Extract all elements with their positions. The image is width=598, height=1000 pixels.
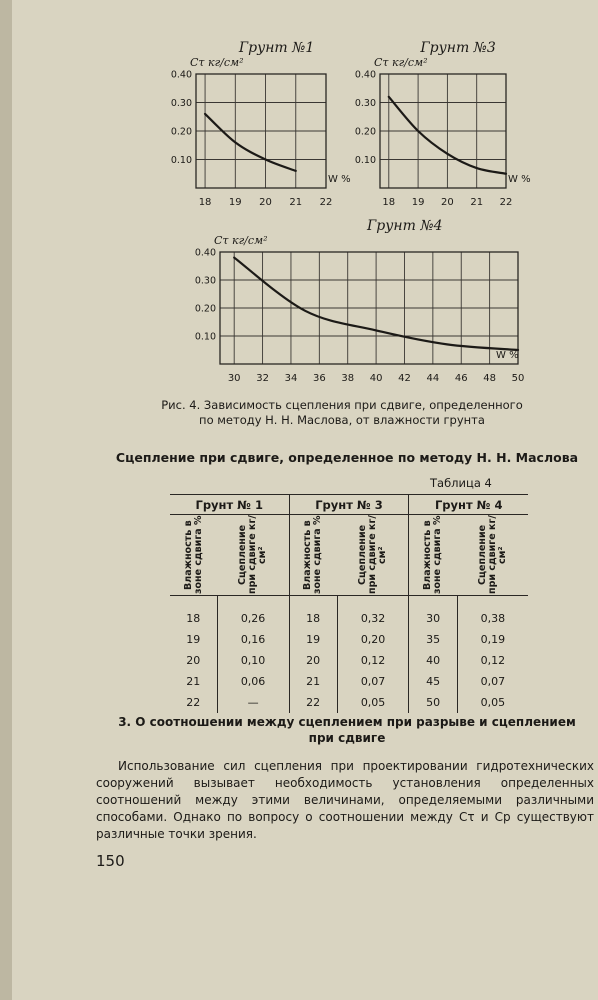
y-axis-label: Cτ кг/см² (374, 56, 428, 69)
chart-title: Грунт №3 (420, 40, 496, 56)
x-tick-label: 32 (256, 373, 269, 384)
x-tick-label: 36 (312, 373, 326, 384)
table-cell: 0,06 (217, 671, 289, 692)
x-axis-label: W % (328, 174, 351, 185)
chart-soil-3 (348, 40, 544, 212)
table-label: Таблица 4 (430, 476, 492, 490)
x-tick-label: 18 (382, 197, 396, 208)
chart-soil-1 (158, 40, 358, 212)
table-cell: 20 (186, 654, 201, 667)
table-cell: 18 (289, 596, 337, 630)
y-tick-label: 0.30 (170, 98, 192, 109)
table-cell: 45 (409, 671, 457, 692)
section-heading (112, 714, 582, 746)
y-tick-label: 0.10 (170, 155, 192, 166)
y-tick-label: 0.20 (170, 126, 192, 138)
table-row (170, 692, 528, 713)
table-cell: 0,26 (217, 596, 289, 630)
y-tick-label: 0.20 (194, 303, 216, 315)
table-cell: 20 (289, 650, 337, 671)
y-tick-label: 0.40 (354, 69, 376, 81)
table-cell: 0,19 (457, 629, 528, 650)
table-cell: 21 (289, 671, 337, 692)
y-tick-label: 0.40 (194, 247, 216, 259)
y-tick-label: 0.40 (170, 69, 192, 81)
table-cell: 35 (409, 629, 457, 650)
y-axis-label: Cτ кг/см² (190, 56, 244, 69)
table-cell: 22 (289, 692, 337, 713)
x-tick-label: 46 (454, 373, 468, 384)
y-tick-label: 0.20 (354, 126, 376, 138)
x-tick-label: 22 (319, 197, 333, 208)
x-tick-label: 19 (228, 197, 242, 208)
x-axis-label: W % (496, 350, 519, 361)
x-tick-label: 48 (483, 373, 496, 384)
table-cell: 0,05 (457, 692, 528, 713)
x-tick-label: 42 (398, 373, 411, 384)
table-row (170, 650, 528, 671)
chart-title: Грунт №4 (367, 218, 443, 234)
x-tick-label: 19 (411, 197, 425, 208)
table-cell: 50 (409, 692, 457, 713)
figure-caption (152, 398, 532, 428)
table-cell: 19 (186, 633, 201, 646)
x-tick-label: 21 (289, 197, 303, 208)
x-tick-label: 18 (198, 197, 212, 208)
column-header-moisture: Влажность в зоне сдвига % (170, 515, 217, 596)
table-row (170, 596, 528, 630)
table-cell: 40 (409, 650, 457, 671)
table-section-title: Сцепление при сдвиге, определенное по методу Н. Н. Маслова (115, 450, 579, 465)
x-tick-label: 20 (441, 197, 454, 208)
y-axis-label: Cτ кг/см² (214, 234, 268, 247)
x-tick-label: 22 (499, 197, 513, 208)
x-tick-label: 34 (284, 373, 298, 384)
table-cell: 0,10 (217, 650, 289, 671)
x-tick-label: 40 (369, 373, 383, 384)
table-cell: 0,07 (337, 671, 409, 692)
y-tick-label: 0.30 (354, 98, 376, 109)
table-cell: 18 (186, 612, 201, 625)
section-heading-line2: при сдвиге (308, 731, 386, 745)
group-header: Грунт № 1 (170, 495, 289, 515)
table-cell: 19 (289, 629, 337, 650)
group-header: Грунт № 3 (289, 495, 409, 515)
y-tick-label: 0.30 (194, 275, 216, 287)
table-cell: 0,38 (457, 596, 528, 630)
section-heading-line1: 3. О соотношении между сцеплением при разрыве и сцеплением (118, 715, 576, 729)
column-header-cohesion: Сцепление при сдвиге кг/см² (217, 515, 289, 596)
table-cell: 22 (186, 696, 201, 709)
table-cell: — (217, 692, 289, 713)
column-header-cohesion: Сцепление при сдвиге кг/см² (457, 515, 528, 596)
table-cell: 0,12 (457, 650, 528, 671)
x-tick-label: 44 (426, 373, 440, 384)
x-tick-label: 38 (341, 373, 355, 384)
table-cell: 0,12 (337, 650, 409, 671)
series-line (205, 114, 296, 171)
data-table (170, 494, 528, 713)
table-cell: 30 (409, 596, 457, 630)
y-tick-label: 0.10 (354, 155, 376, 166)
y-tick-label: 0.10 (194, 331, 216, 343)
x-tick-label: 30 (227, 373, 241, 384)
x-tick-label: 21 (470, 197, 484, 208)
chart-soil-4 (158, 214, 538, 394)
group-header: Грунт № 4 (409, 495, 528, 515)
table-cell: 0,16 (217, 629, 289, 650)
book-page (12, 0, 598, 1000)
column-header-moisture: Влажность в зоне сдвига % (409, 515, 457, 596)
figure-caption-line2: по методу Н. Н. Маслова, от влажности грунта (199, 413, 485, 427)
table-cell: 0,05 (337, 692, 409, 713)
x-axis-label: W % (508, 174, 531, 185)
table-cell: 0,20 (337, 629, 409, 650)
column-header-cohesion: Сцепление при сдвиге кг/см² (337, 515, 409, 596)
table-cell: 21 (186, 675, 201, 688)
body-paragraph: Использование сил сцепления при проектировании гидротехнических сооружений вызывает необходимость установления определенных соотношений между этими величинами, определяемыми различными способами. Однако по вопросу о соотношении между Cτ и Cр существуют различные точки зрения. (96, 759, 594, 841)
table-cell: 0,07 (457, 671, 528, 692)
chart-title: Грунт №1 (238, 40, 315, 56)
column-header-moisture: Влажность в зоне сдвига % (289, 515, 337, 596)
figure-caption-line1: Рис. 4. Зависимость сцепления при сдвиге, определенного (161, 398, 523, 412)
table-cell: 0,32 (337, 596, 409, 630)
table-row (170, 671, 528, 692)
x-tick-label: 20 (259, 197, 272, 208)
page-number: 150 (96, 852, 125, 870)
table-row (170, 629, 528, 650)
x-tick-label: 50 (511, 373, 525, 384)
